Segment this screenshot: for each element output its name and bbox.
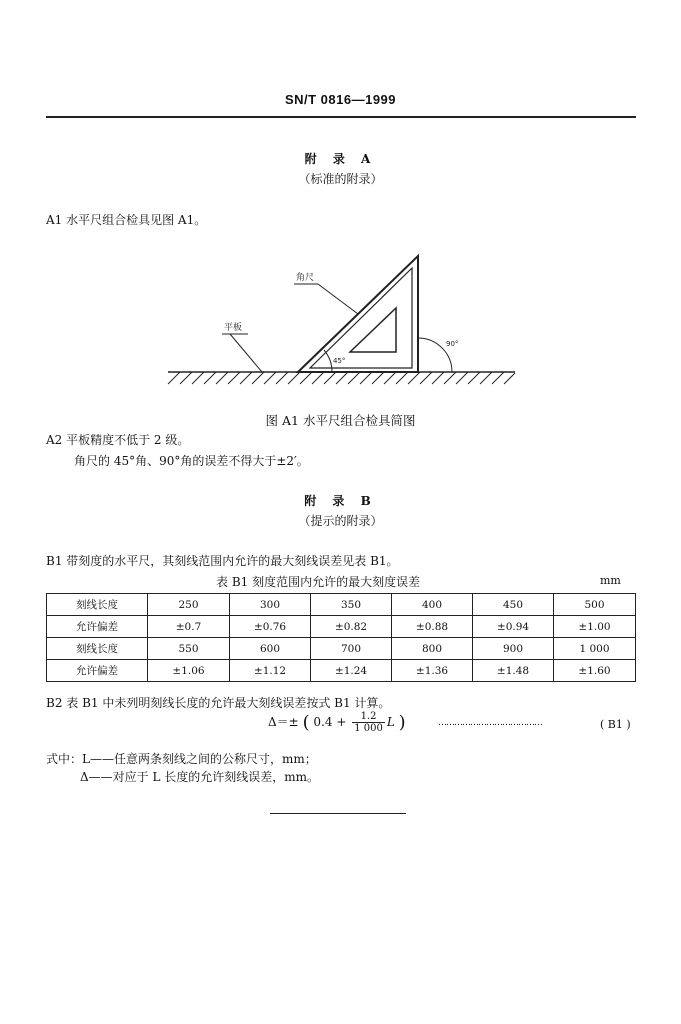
table-cell: 允许偏差 — [47, 616, 148, 638]
formula-base: 0.4 + — [313, 715, 347, 729]
square-label: 角尺 — [296, 273, 315, 283]
table-cell: 250 — [148, 594, 230, 616]
formula-b1 — [268, 711, 406, 734]
angle-90-label: 90° — [446, 340, 459, 348]
where-line-1: 式中：L——任意两条刻线之间的公称尺寸，mm； — [46, 752, 317, 766]
plate-hatching — [168, 372, 515, 384]
table-caption: 表 B1 刻度范围内允许的最大刻度误差 — [216, 575, 421, 589]
table-cell: ±0.94 — [473, 616, 554, 638]
table-cell: 1 000 — [554, 638, 636, 660]
clause-b2: B2 表 B1 中未列明刻线长度的允许最大刻线误差按式 B1 计算。 — [46, 696, 391, 710]
table-cell: ±0.82 — [311, 616, 392, 638]
fraction-denominator: 1 000 — [354, 723, 383, 734]
table-cell: ±1.48 — [473, 660, 554, 682]
table-cell: 900 — [473, 638, 554, 660]
plate-leader — [230, 334, 262, 372]
header-rule — [46, 116, 636, 118]
square-leader — [318, 284, 358, 314]
table-cell: 550 — [148, 638, 230, 660]
figure-caption: 图 A1 水平尺组合检具简图 — [265, 413, 416, 428]
formula-tag: ( B1 ) — [600, 718, 631, 731]
table-cell: 刻线长度 — [47, 594, 148, 616]
formula-close-paren: ) — [398, 712, 406, 733]
annex-b-title: 附 录 B — [304, 494, 377, 508]
end-rule — [270, 813, 406, 814]
table-cell: 700 — [311, 638, 392, 660]
table-cell: 450 — [473, 594, 554, 616]
table-row — [47, 594, 636, 616]
table-cell: 500 — [554, 594, 636, 616]
clause-b1: B1 带刻度的水平尺，其刻线范围内允许的最大刻线误差见表 B1。 — [46, 554, 399, 568]
annex-a-title: 附 录 A — [304, 152, 377, 166]
table-cell: 刻线长度 — [47, 638, 148, 660]
table-cell: 300 — [230, 594, 311, 616]
table-cell: ±0.88 — [392, 616, 473, 638]
table-cell: ±0.76 — [230, 616, 311, 638]
table-unit: mm — [600, 574, 621, 587]
table-cell: ±0.7 — [148, 616, 230, 638]
formula-prefix: Δ＝± — [268, 715, 299, 729]
formula-fraction — [352, 711, 385, 734]
annex-b-subtitle: （提示的附录） — [298, 514, 383, 528]
clause-a1: A1 水平尺组合检具见图 A1。 — [46, 213, 207, 227]
formula-open-paren: ( — [302, 712, 310, 733]
table-cell: 600 — [230, 638, 311, 660]
clause-a2-detail: 角尺的 45°角、90°角的误差不得大于±2′。 — [74, 454, 309, 468]
table-cell: 350 — [311, 594, 392, 616]
formula-variable: L — [386, 715, 395, 729]
table-cell: 800 — [392, 638, 473, 660]
plate-label: 平板 — [224, 323, 243, 333]
annex-a-subtitle: （标准的附录） — [298, 172, 383, 186]
table-cell: ±1.36 — [392, 660, 473, 682]
table-row — [47, 616, 636, 638]
document-header: SN/T 0816—1999 — [284, 92, 397, 107]
table-cell: ±1.00 — [554, 616, 636, 638]
fraction-numerator: 1.2 — [352, 711, 385, 723]
table-cell: ±1.60 — [554, 660, 636, 682]
formula-leader: ………………………………… — [438, 718, 542, 728]
figure-a1 — [160, 250, 520, 395]
angle-45-label: 45° — [333, 357, 346, 365]
table-cell: ±1.06 — [148, 660, 230, 682]
table-cell: ±1.12 — [230, 660, 311, 682]
table-cell: ±1.24 — [311, 660, 392, 682]
where-line-2: Δ——对应于 L 长度的允许刻线误差，mm。 — [80, 770, 320, 784]
clause-a2: A2 平板精度不低于 2 级。 — [46, 433, 190, 447]
table-b1 — [46, 593, 636, 682]
table-cell: 允许偏差 — [47, 660, 148, 682]
table-row — [47, 660, 636, 682]
table-cell: 400 — [392, 594, 473, 616]
table-row — [47, 638, 636, 660]
